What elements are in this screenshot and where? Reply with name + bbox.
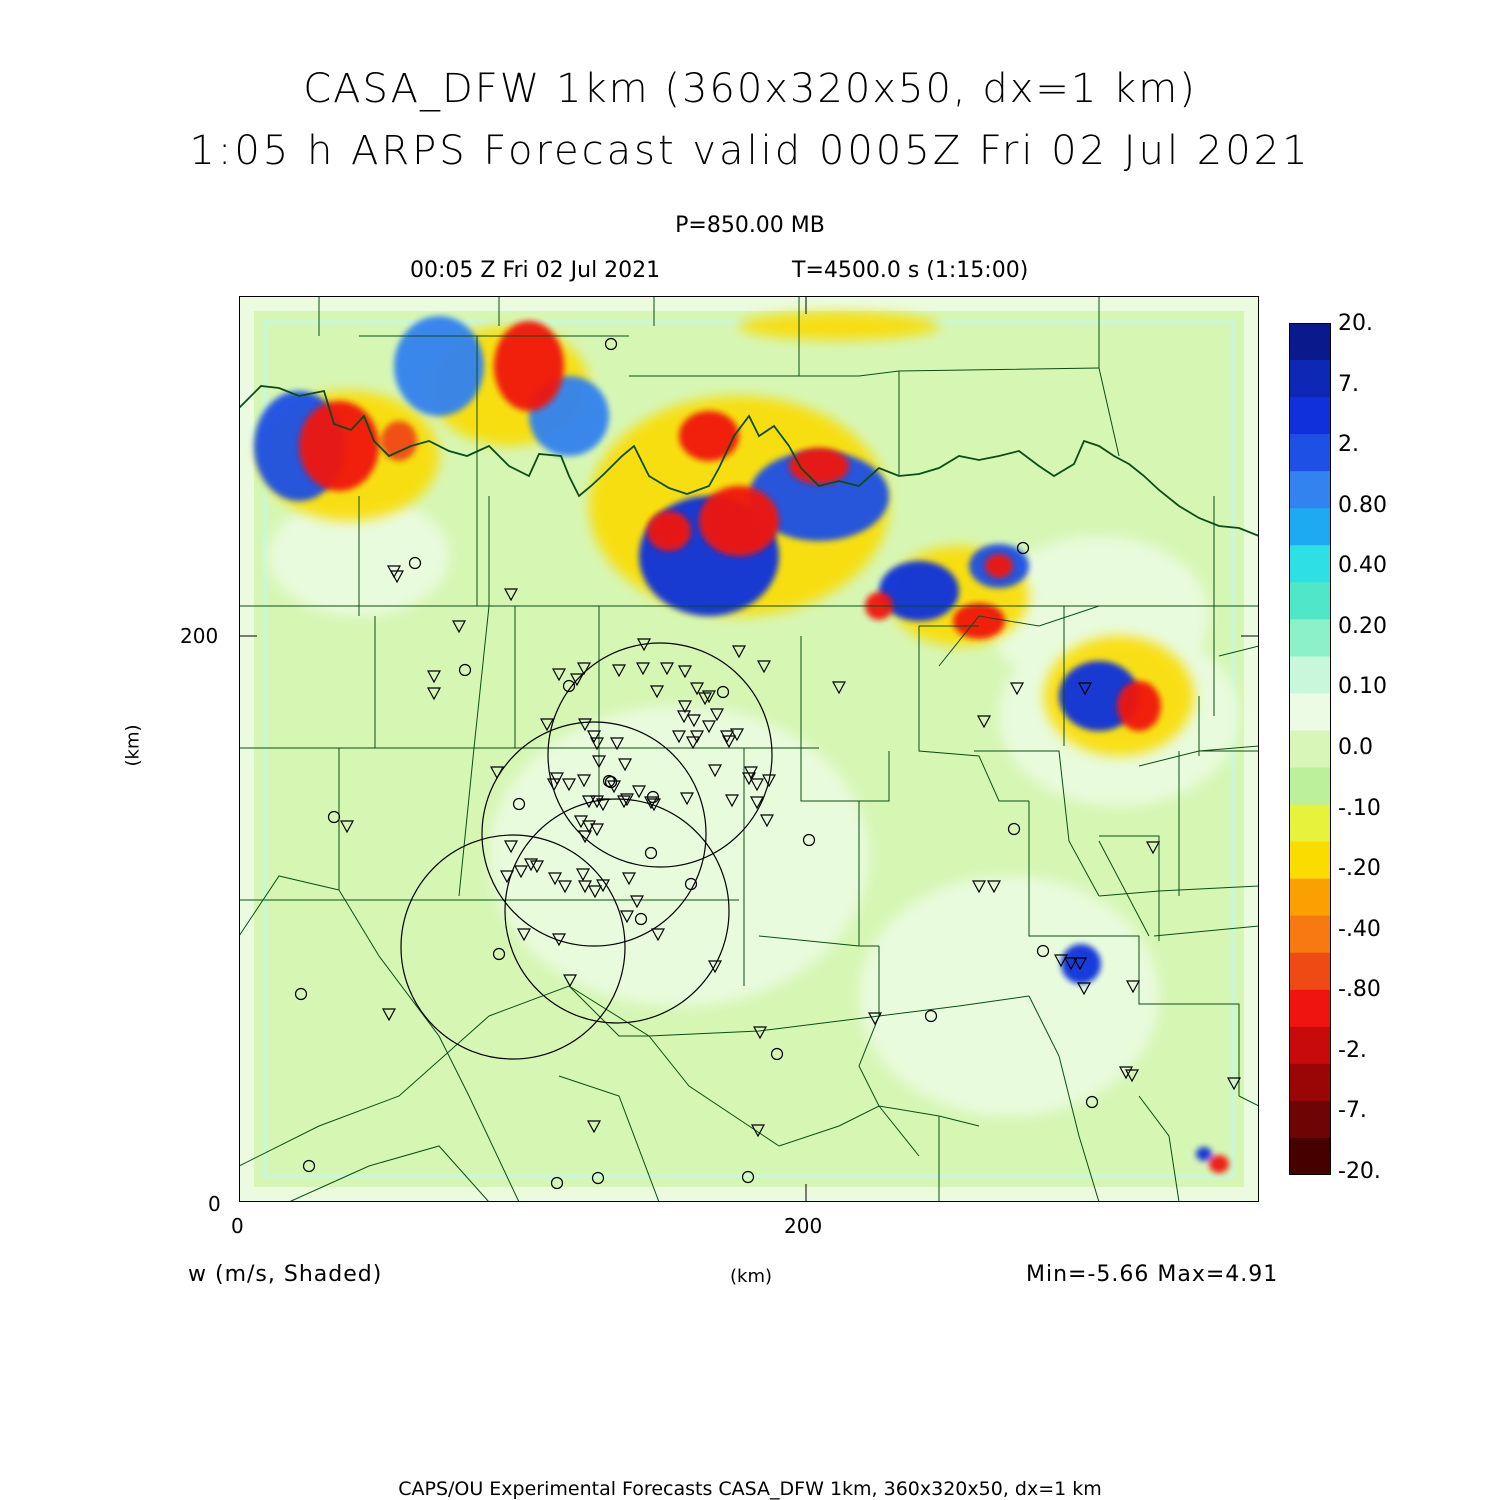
- forecast-map: [239, 296, 1259, 1202]
- colorbar-swatch: [1289, 693, 1331, 731]
- colorbar-swatch: [1289, 397, 1331, 435]
- colorbar-swatch: [1289, 434, 1331, 472]
- y-tick-label-0: 0: [208, 1192, 221, 1216]
- colorbar-swatch: [1289, 471, 1331, 509]
- colorbar-swatch: [1289, 619, 1331, 657]
- y-axis-label: (km): [122, 724, 144, 767]
- colorbar-swatch: [1289, 1138, 1331, 1175]
- colorbar-swatch: [1289, 805, 1331, 843]
- pressure-level: P=850.00 MB: [675, 213, 825, 238]
- title-line-1: CASA_DFW 1km (360x320x50, dx=1 km): [303, 66, 1197, 112]
- colorbar-swatch: [1289, 1027, 1331, 1065]
- colorbar-label: -.80: [1338, 977, 1381, 1003]
- colorbar-swatch: [1289, 879, 1331, 917]
- colorbar-label: 0.0: [1338, 735, 1373, 760]
- footer-credit: CAPS/OU Experimental Forecasts CASA_DFW 1km, 360x320x50, dx=1 km: [398, 1478, 1102, 1500]
- y-tick-label-200: 200: [180, 624, 219, 648]
- colorbar-label: 0.10: [1338, 674, 1387, 700]
- colorbar-label: -.20: [1338, 856, 1381, 882]
- colorbar-label: 2.: [1338, 432, 1359, 458]
- colorbar-swatch: [1289, 953, 1331, 991]
- model-time: T=4500.0 s (1:15:00): [792, 258, 1029, 283]
- colorbar-swatch: [1289, 1064, 1331, 1102]
- variable-label: w (m/s, Shaded): [188, 1262, 383, 1287]
- colorbar-swatch: [1289, 730, 1331, 768]
- colorbar-label: 0.20: [1338, 613, 1387, 639]
- colorbar-swatch: [1289, 842, 1331, 880]
- colorbar-label: -.10: [1338, 795, 1381, 821]
- colorbar-swatch: [1289, 656, 1331, 694]
- colorbar-label: 7.: [1338, 371, 1359, 397]
- colorbar-label: 0.80: [1338, 492, 1387, 518]
- x-tick-label-0: 0: [231, 1214, 244, 1238]
- colorbar-swatch: [1289, 768, 1331, 806]
- x-tick-label-200: 200: [784, 1214, 823, 1238]
- colorbar-label: -20.: [1338, 1159, 1381, 1184]
- title-line-2: 1:05 h ARPS Forecast valid 0005Z Fri 02 Jul 2021: [189, 128, 1311, 174]
- colorbar-swatch: [1289, 582, 1331, 620]
- valid-time: 00:05 Z Fri 02 Jul 2021: [410, 258, 661, 283]
- colorbar: [1289, 323, 1331, 1175]
- colorbar-swatch: [1289, 545, 1331, 583]
- colorbar-swatch: [1289, 360, 1331, 398]
- colorbar-label: 0.40: [1338, 553, 1387, 579]
- colorbar-label: -.40: [1338, 916, 1381, 942]
- colorbar-label: 20.: [1338, 311, 1373, 336]
- min-max-values: Min=-5.66 Max=4.91: [1026, 1262, 1279, 1287]
- colorbar-label: -2.: [1338, 1037, 1367, 1063]
- colorbar-swatch: [1289, 323, 1331, 361]
- colorbar-swatch: [1289, 1101, 1331, 1139]
- colorbar-swatch: [1289, 508, 1331, 546]
- colorbar-swatch: [1289, 990, 1331, 1028]
- colorbar-label: -7.: [1338, 1098, 1367, 1124]
- colorbar-swatch: [1289, 916, 1331, 954]
- x-axis-label: (km): [730, 1266, 773, 1287]
